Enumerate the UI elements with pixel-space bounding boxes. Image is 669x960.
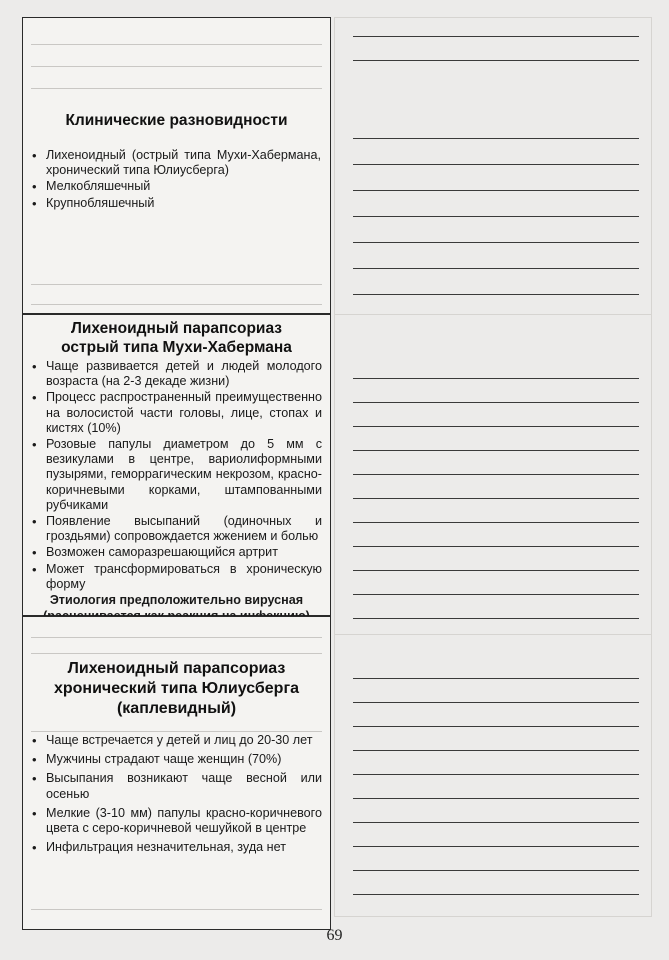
- page-number: 69: [326, 927, 343, 944]
- list-item: • Лихеноидный (острый типа Мухи-Хабермана, хронический типа Юлиусберга): [29, 148, 321, 178]
- acute-parapsoriasis-box: [22, 314, 331, 616]
- title-line: Лихеноидный парапсориаз: [71, 320, 282, 337]
- title-line: (каплевидный): [116, 700, 237, 717]
- acute-parapsoriasis-list: [29, 359, 322, 592]
- right-column-lined-notes: [334, 17, 652, 917]
- list-item: • Инфильтрация незначительная, зуда нет: [29, 840, 322, 855]
- title-line: острый типа Мухи-Хабермана: [61, 339, 292, 356]
- list-item: • Розовые папулы диаметром до 5 мм с везикулами в центре, вариолиформными пузырями, геморрагическим некрозом, красно-коричневыми корками, штампованными рубчиками: [29, 437, 322, 513]
- title-line: хронический типа Юлиусберга: [53, 680, 300, 697]
- list-item: • Высыпания возникают чаще весной или осенью: [29, 771, 322, 801]
- list-item: • Возможен саморазрешающийся артрит: [29, 545, 322, 560]
- list-item: • Процесс распространенный преимущественно на волосистой части головы, лице, стопах и кистях (10%): [29, 390, 322, 436]
- list-item: • Мелкие (3-10 мм) папулы красно-коричневого цвета с серо-коричневой чешуйкой в центре: [29, 806, 322, 836]
- list-item: • Крупнобляшечный: [29, 196, 321, 211]
- clinical-varieties-list: [29, 148, 321, 211]
- list-item: • Мелкобляшечный: [29, 179, 321, 194]
- clinical-varieties-title: Клинические разновидности: [65, 112, 288, 129]
- chronic-parapsoriasis-box: [22, 616, 331, 930]
- list-item: • Чаще встречается у детей и лиц до 20-30 лет: [29, 733, 322, 748]
- title-line: Лихеноидный парапсориаз: [67, 660, 286, 677]
- list-item: • Появление высыпаний (одиночных и гроздьями) сопровождается жжением и болью: [29, 514, 322, 544]
- bleed-through-heading: [355, 66, 631, 114]
- list-item: • Мужчины страдают чаще женщин (70%): [29, 752, 322, 767]
- acute-parapsoriasis-title: [23, 319, 330, 357]
- clinical-varieties-box: [22, 17, 331, 314]
- chronic-parapsoriasis-title: [23, 659, 330, 719]
- list-item: • Может трансформироваться в хроническую форму: [29, 562, 322, 592]
- list-item: • Чаще развивается детей и людей молодого возраста (на 2-3 декаде жизни): [29, 359, 322, 389]
- etiology-line: Этиология предположительно вирусная: [49, 593, 304, 608]
- chronic-parapsoriasis-list: [29, 733, 322, 855]
